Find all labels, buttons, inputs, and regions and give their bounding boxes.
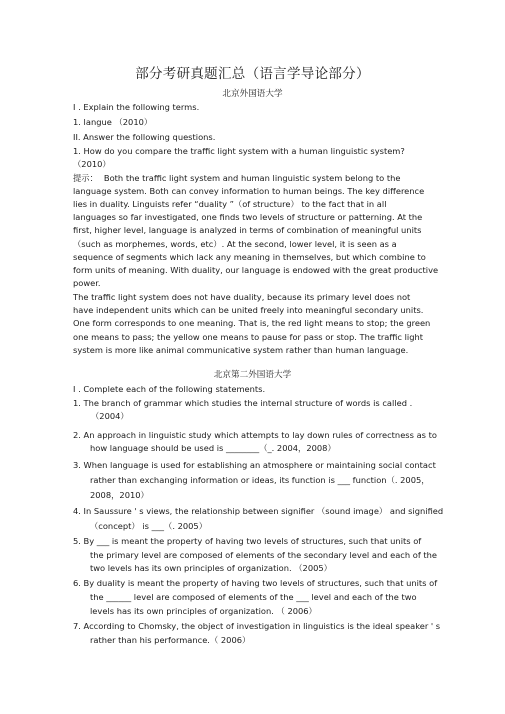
hint-line: languages so far investigated, one finds two levels of structure or patterning. At the: [73, 212, 423, 222]
question-item-cont: 2008，2010）: [90, 490, 149, 500]
hint-line: lies in duality. Linguists refer “duality ”（of structure） to the fact that in all: [73, 199, 387, 209]
hint-label: 提示：: [73, 173, 98, 183]
question-item: 1. The branch of grammar which studies the internal structure of words is called .: [73, 398, 413, 408]
hint-line: form units of meaning. With duality, our language is endowed with the great productive: [73, 265, 439, 275]
question-item-cont: （concept） is ___（. 2005）: [90, 521, 208, 531]
hint-line: The traffic light system does not have duality, because its primary level does not: [73, 292, 411, 302]
hint-line: （such as morphemes, words, etc）. At the second, lower level, it is seen as a: [73, 239, 397, 249]
hint-line: [73, 172, 400, 185]
question-item: 1. langue （2010）: [73, 117, 153, 127]
hint-line: One form corresponds to one meaning. That is, the red light means to stop; the green: [73, 318, 431, 328]
question-item-cont: rather than his performance.（ 2006）: [90, 635, 251, 645]
hint-text: Both the traffic light system and human linguistic system belong to the: [103, 173, 401, 183]
question-item-cont: levels has its own principles of organization. （ 2006）: [90, 606, 317, 616]
question-item: 5. By ___ is meant the property of having two levels of structures, such that units of: [73, 536, 422, 546]
hint-line: one means to pass; the yellow one means to pause for pass or stop. The traffic light: [73, 332, 423, 342]
question-item-cont: rather than exchanging information or ideas, its function is ___ function（. 2005，: [90, 475, 430, 485]
hint-line: have independent units which can be united freely into meaningful secondary units.: [73, 305, 424, 315]
question-item: 2. An approach in linguistic study which attempts to lay down rules of correctness as to: [73, 430, 437, 440]
question-item: 7. According to Chomsky, the object of investigation in linguistics is the ideal speaker ' s: [73, 621, 441, 631]
hint-line: system is more like animal communicative system rather than human language.: [73, 345, 409, 355]
part-heading: I . Explain the following terms.: [73, 102, 200, 112]
school-heading-bfsu: 北京外国语大学: [222, 89, 283, 99]
hint-line: language system. Both can convey information to human beings. The key difference: [73, 186, 425, 196]
hint-line: power.: [73, 278, 101, 288]
question-item-cont: how language should be used is ________（_. 2004，2008）: [90, 443, 336, 453]
question-item-cont: two levels has its own principles of organization. （2005）: [90, 563, 332, 573]
question-item: 1. How do you compare the traffic light system with a human linguistic system?: [73, 146, 405, 156]
question-item: 4. In Saussure ' s views, the relationship between signifier （sound image） and signified: [73, 506, 444, 516]
page-title: 部分考研真题汇总（语言学导论部分）: [135, 66, 370, 82]
question-item-cont: （2004）: [91, 411, 129, 421]
question-item-cont: the primary level are composed of elements of the secondary level and each of the: [90, 550, 438, 560]
question-item: 3. When language is used for establishing an atmosphere or maintaining social contact: [73, 460, 436, 470]
part-heading: I . Complete each of the following statements.: [73, 384, 266, 394]
part-heading: II. Answer the following questions.: [73, 132, 216, 142]
hint-line: first, higher level, language is analyzed in terms of combination of meaningful units: [73, 225, 422, 235]
hint-line: sequence of segments which lack any meaning in themselves, but which combine to: [73, 252, 426, 262]
school-heading-bisu: 北京第二外国语大学: [213, 370, 292, 380]
question-year: （2010）: [73, 159, 111, 169]
question-item-cont: the ______ level are composed of elements of the ___ level and each of the two: [90, 592, 417, 602]
question-item: 6. By duality is meant the property of having two levels of structures, such that units of: [73, 578, 438, 588]
